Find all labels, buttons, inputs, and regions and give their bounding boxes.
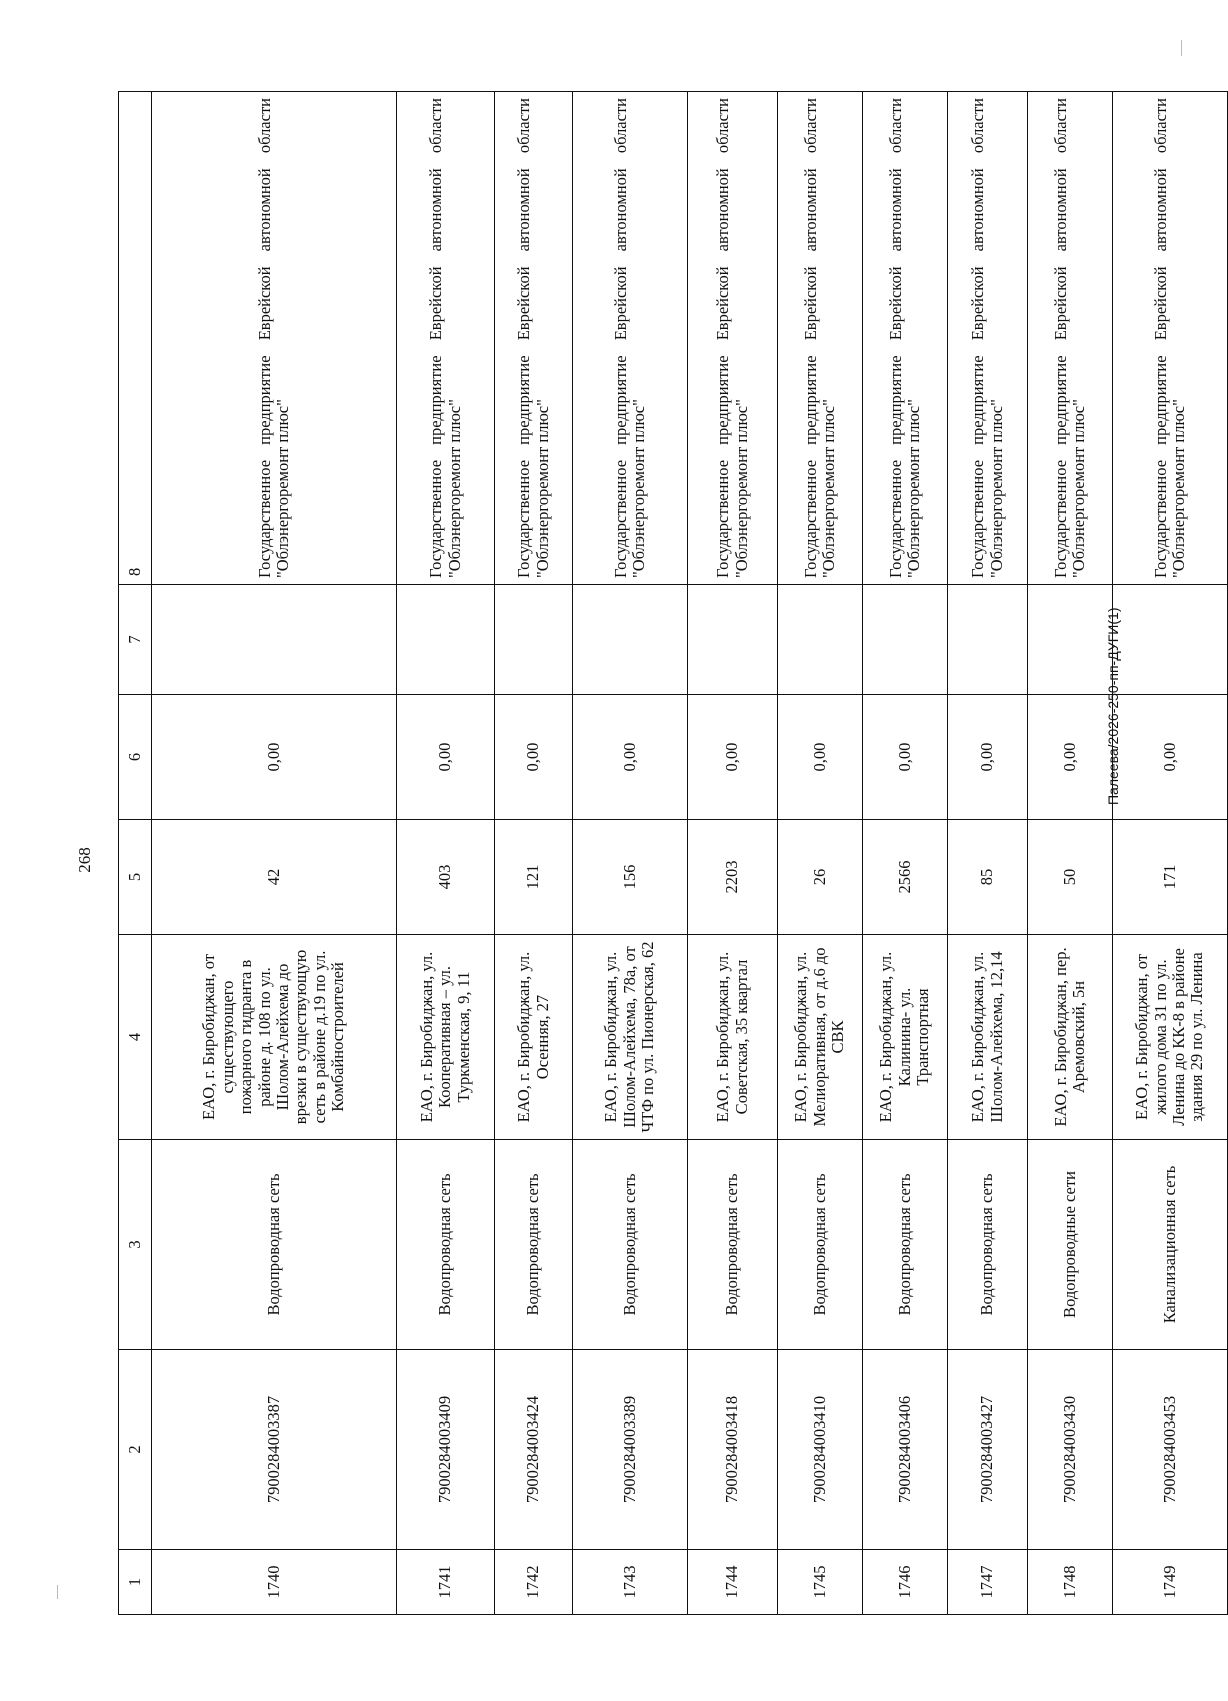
table-cell-col-4: ЕАО, г. Биробиджан, ул. Кооперативная – ул. Туркменская, 9, 11: [397, 935, 495, 1140]
table-cell-col-5: 403: [397, 820, 495, 935]
table-cell-col-3: Водопроводная сеть: [495, 1140, 573, 1350]
table-cell-col-3: Водопроводная сеть: [573, 1140, 688, 1350]
table-cell-col-8: Государственное предприятие Еврейской автономной области "Облэнергоремонт плюс": [495, 92, 573, 585]
table-cell-col-6: 0,00: [778, 695, 863, 820]
table-cell-col-3: Водопроводная сеть: [152, 1140, 397, 1350]
table-cell-col-6: 0,00: [152, 695, 397, 820]
header-row: [119, 92, 152, 1615]
table-cell-col-2: 7900284003410: [778, 1350, 863, 1550]
table-cell-col-5: 156: [573, 820, 688, 935]
col-header-3: 3: [119, 1140, 152, 1350]
table-cell-col-1: 1747: [948, 1550, 1028, 1615]
table-row: [948, 92, 1028, 1615]
table-cell-col-2: 7900284003389: [573, 1350, 688, 1550]
table-cell-col-6: 0,00: [573, 695, 688, 820]
table-row: [1113, 92, 1228, 1615]
table-cell-col-6: 0,00: [495, 695, 573, 820]
table-cell-col-5: 85: [948, 820, 1028, 935]
table-row: [778, 92, 863, 1615]
table-cell-col-5: 171: [1113, 820, 1228, 935]
table-cell-col-7: [948, 585, 1028, 695]
col-header-2: 2: [119, 1350, 152, 1550]
table-cell-col-1: 1745: [778, 1550, 863, 1615]
table-cell-col-4: ЕАО, г. Биробиджан, ул. Шолом-Алейхема, 12,14: [948, 935, 1028, 1140]
table-cell-col-4: ЕАО, г. Биробиджан, ул. Шолом-Алейхема, 78а, от ЧТФ по ул. Пионерская, 62: [573, 935, 688, 1140]
table-cell-col-2: 7900284003427: [948, 1350, 1028, 1550]
property-register-table: [118, 91, 1228, 1615]
table-cell-col-3: Водопроводная сеть: [948, 1140, 1028, 1350]
table-row: [688, 92, 778, 1615]
table-cell-col-3: Водопроводная сеть: [778, 1140, 863, 1350]
table-cell-col-2: 7900284003424: [495, 1350, 573, 1550]
table-cell-col-4: ЕАО, г. Биробиджан, пер. Аремовский, 5н: [1028, 935, 1113, 1140]
table-cell-col-8: Государственное предприятие Еврейской автономной области "Облэнергоремонт плюс": [152, 92, 397, 585]
table-cell-col-2: 7900284003430: [1028, 1350, 1113, 1550]
scan-mark-top-right: [1181, 40, 1182, 56]
table-cell-col-7: [152, 585, 397, 695]
table-cell-col-3: Водопроводная сеть: [863, 1140, 948, 1350]
col-header-8: 8: [119, 92, 152, 585]
table-cell-col-2: 7900284003387: [152, 1350, 397, 1550]
table-row: [573, 92, 688, 1615]
table-cell-col-3: Водопроводная сеть: [688, 1140, 778, 1350]
col-header-4: 4: [119, 935, 152, 1140]
table-cell-col-7: [397, 585, 495, 695]
table-cell-col-2: 7900284003409: [397, 1350, 495, 1550]
table-cell-col-1: 1744: [688, 1550, 778, 1615]
table-cell-col-2: 7900284003406: [863, 1350, 948, 1550]
table-cell-col-5: 2566: [863, 820, 948, 935]
table-cell-col-4: ЕАО, г. Биробиджан, ул. Калинина- ул. Транспортная: [863, 935, 948, 1140]
table-cell-col-6: 0,00: [397, 695, 495, 820]
page-number: 268: [75, 847, 94, 873]
document-code: Палеева/2026-250-пп-ДУГИ(1): [1105, 607, 1121, 805]
table-cell-col-1: 1740: [152, 1550, 397, 1615]
table-cell-col-5: 26: [778, 820, 863, 935]
table-cell-col-1: 1748: [1028, 1550, 1113, 1615]
table-cell-col-1: 1749: [1113, 1550, 1228, 1615]
table-row: [397, 92, 495, 1615]
table-cell-col-1: 1743: [573, 1550, 688, 1615]
table-cell-col-7: [1028, 585, 1113, 695]
col-header-1: 1: [119, 1550, 152, 1615]
table-cell-col-5: 2203: [688, 820, 778, 935]
table-cell-col-6: 0,00: [1028, 695, 1113, 820]
table-cell-col-8: Государственное предприятие Еврейской автономной области "Облэнергоремонт плюс": [397, 92, 495, 585]
table-cell-col-8: Государственное предприятие Еврейской автономной области "Облэнергоремонт плюс": [863, 92, 948, 585]
table-cell-col-8: Государственное предприятие Еврейской автономной области "Облэнергоремонт плюс": [948, 92, 1028, 585]
col-header-5: 5: [119, 820, 152, 935]
table-row: [1028, 92, 1113, 1615]
table-cell-col-3: Водопроводная сеть: [397, 1140, 495, 1350]
table-row: [495, 92, 573, 1615]
table-cell-col-8: Государственное предприятие Еврейской автономной области "Облэнергоремонт плюс": [778, 92, 863, 585]
col-header-6: 6: [119, 695, 152, 820]
table-row: [863, 92, 948, 1615]
scan-mark-bottom-left: [57, 1585, 58, 1599]
table-cell-col-7: [688, 585, 778, 695]
table-cell-col-7: [573, 585, 688, 695]
table-cell-col-6: 0,00: [863, 695, 948, 820]
table-cell-col-8: Государственное предприятие Еврейской автономной области "Облэнергоремонт плюс": [573, 92, 688, 585]
table-cell-col-5: 121: [495, 820, 573, 935]
table-cell-col-4: ЕАО, г. Биробиджан, от жилого дома 31 по ул. Ленина до КК-8 в районе здания 29 по ул. Ленина: [1113, 935, 1228, 1140]
table-row: [152, 92, 397, 1615]
table-body: [119, 92, 1228, 1615]
table-cell-col-7: [495, 585, 573, 695]
col-header-7: 7: [119, 585, 152, 695]
table-cell-col-8: Государственное предприятие Еврейской автономной области "Облэнергоремонт плюс": [1113, 92, 1228, 585]
table-cell-col-5: 42: [152, 820, 397, 935]
table-cell-col-7: [863, 585, 948, 695]
table-cell-col-6: 0,00: [1113, 695, 1228, 820]
table-cell-col-1: 1746: [863, 1550, 948, 1615]
table-cell-col-3: Канализационная сеть: [1113, 1140, 1228, 1350]
table-cell-col-2: 7900284003418: [688, 1350, 778, 1550]
table-cell-col-1: 1742: [495, 1550, 573, 1615]
table-cell-col-5: 50: [1028, 820, 1113, 935]
table-cell-col-6: 0,00: [688, 695, 778, 820]
table-cell-col-6: 0,00: [948, 695, 1028, 820]
table-cell-col-4: ЕАО, г. Биробиджан, от существующего пожарного гидранта в районе д. 108 по ул. Шолом-Алейхема до врезки в существующую сеть в районе д.19 по ул. Комбайностроителей: [152, 935, 397, 1140]
table-cell-col-1: 1741: [397, 1550, 495, 1615]
table-cell-col-7: [778, 585, 863, 695]
table-cell-col-7: [1113, 585, 1228, 695]
table-cell-col-4: ЕАО, г. Биробиджан, ул. Советская, 35 квартал: [688, 935, 778, 1140]
table-cell-col-4: ЕАО, г. Биробиджан, ул. Осенняя, 27: [495, 935, 573, 1140]
table-cell-col-3: Водопроводные сети: [1028, 1140, 1113, 1350]
table-cell-col-8: Государственное предприятие Еврейской автономной области "Облэнергоремонт плюс": [688, 92, 778, 585]
table-cell-col-2: 7900284003453: [1113, 1350, 1228, 1550]
table-cell-col-8: Государственное предприятие Еврейской автономной области "Облэнергоремонт плюс": [1028, 92, 1113, 585]
table-cell-col-4: ЕАО, г. Биробиджан, ул. Мелиоративная, от д.6 до СВК: [778, 935, 863, 1140]
